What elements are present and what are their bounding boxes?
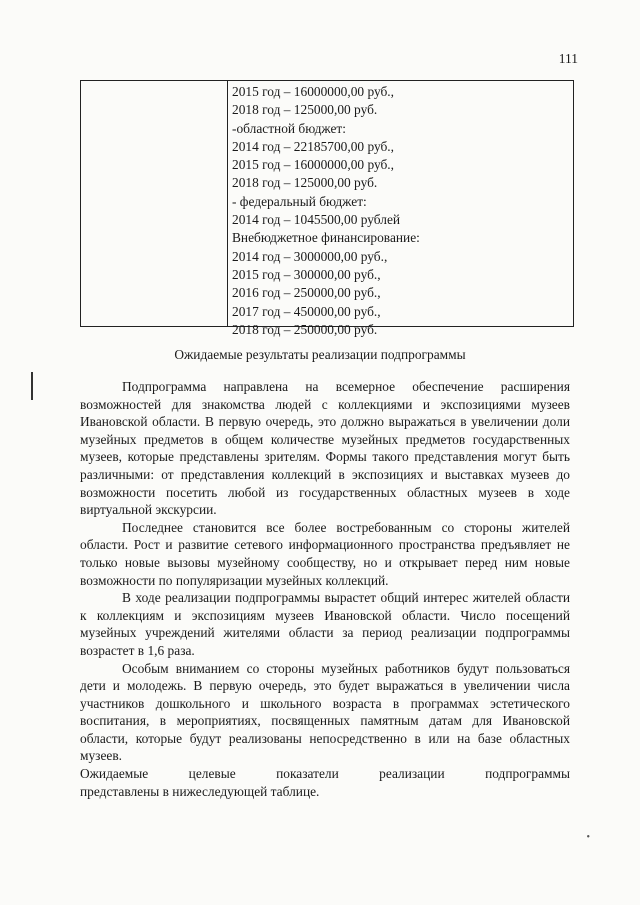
- budget-line: 2014 год – 3000000,00 руб.,: [232, 248, 388, 264]
- scan-artifact: •: [586, 832, 590, 843]
- budget-line: 2015 год – 16000000,00 руб.,: [232, 84, 394, 99]
- budget-line: 2014 год – 1045500,00 рублей: [232, 212, 401, 228]
- budget-line: Внебюджетное финансирование:: [232, 230, 420, 246]
- closing-line-1: Ожидаемые целевые показатели реализации подпрограммы: [80, 766, 570, 782]
- paragraph-4: Особым вниманием со стороны музейных работников будут пользоваться дети и молодежь. В первую очередь, это будет выражаться в увеличении числа участников дошкольного и школьного возраста в программах эстетического воспитания, в мероприятиях, посвященных памятным датам для Ивановской области, которые будут реализованы непосредственно в или на базе областных музеев.: [80, 660, 570, 764]
- budget-line: 2015 год – 300000,00 руб.,: [232, 266, 381, 282]
- paragraph-3: В ходе реализации подпрограммы вырастет общий интерес жителей области к коллекциям и экспозициям музеев Ивановской области. Число посещений музейных учреждений жителями области за период реализации подпрограммы возрастет в 1,6 раза.: [80, 590, 570, 658]
- page-number: 111: [558, 51, 578, 66]
- budget-line: 2018 год – 125000,00 руб.: [232, 102, 378, 118]
- budget-line: 2015 год – 16000000,00 руб.,: [232, 157, 394, 173]
- budget-line: 2018 год – 125000,00 руб.: [232, 175, 378, 191]
- body-text: [80, 378, 570, 800]
- budget-line: 2014 год – 22185700,00 руб.,: [232, 138, 394, 154]
- paragraph-2: Последнее становится все более востребованным со стороны жителей области. Рост и развитие сетевого информационного пространства предъявляет не только новые вызовы музейному сообществу, но и открывает перед ним новые возможности по популяризации музейных коллекций.: [80, 519, 570, 588]
- budget-table: [80, 80, 574, 337]
- margin-mark: [31, 372, 33, 400]
- budget-line: - федеральный бюджет:: [232, 193, 367, 209]
- budget-line: 2017 год – 450000,00 руб.,: [232, 303, 381, 319]
- budget-lines: [232, 83, 420, 339]
- section-heading: Ожидаемые результаты реализации подпрограммы: [174, 347, 466, 362]
- table-column-divider: [227, 81, 228, 326]
- closing-line-2: представлены в нижеследующей таблице.: [80, 783, 320, 799]
- budget-line: -областной бюджет:: [232, 120, 346, 136]
- budget-line: 2018 год – 250000,00 руб.: [232, 321, 378, 337]
- budget-line: 2016 год – 250000,00 руб.,: [232, 285, 381, 301]
- paragraph-1: Подпрограмма направлена на всемерное обеспечение расширения возможностей для знакомства людей с коллекциями и экспозициями музеев Ивановской области. В первую очередь, это должно выражаться в увеличении доли музейных предметов в общем количестве музейных предметов государственных музеев, которые представлены зрителям. Формы такого представления могут быть различными: от представления коллекций в экспозициях и выставках музеев до возможности посетить любой из государственных областных музеев в ходе виртуальной экскурсии.: [80, 379, 570, 518]
- closing-paragraph: [80, 765, 570, 800]
